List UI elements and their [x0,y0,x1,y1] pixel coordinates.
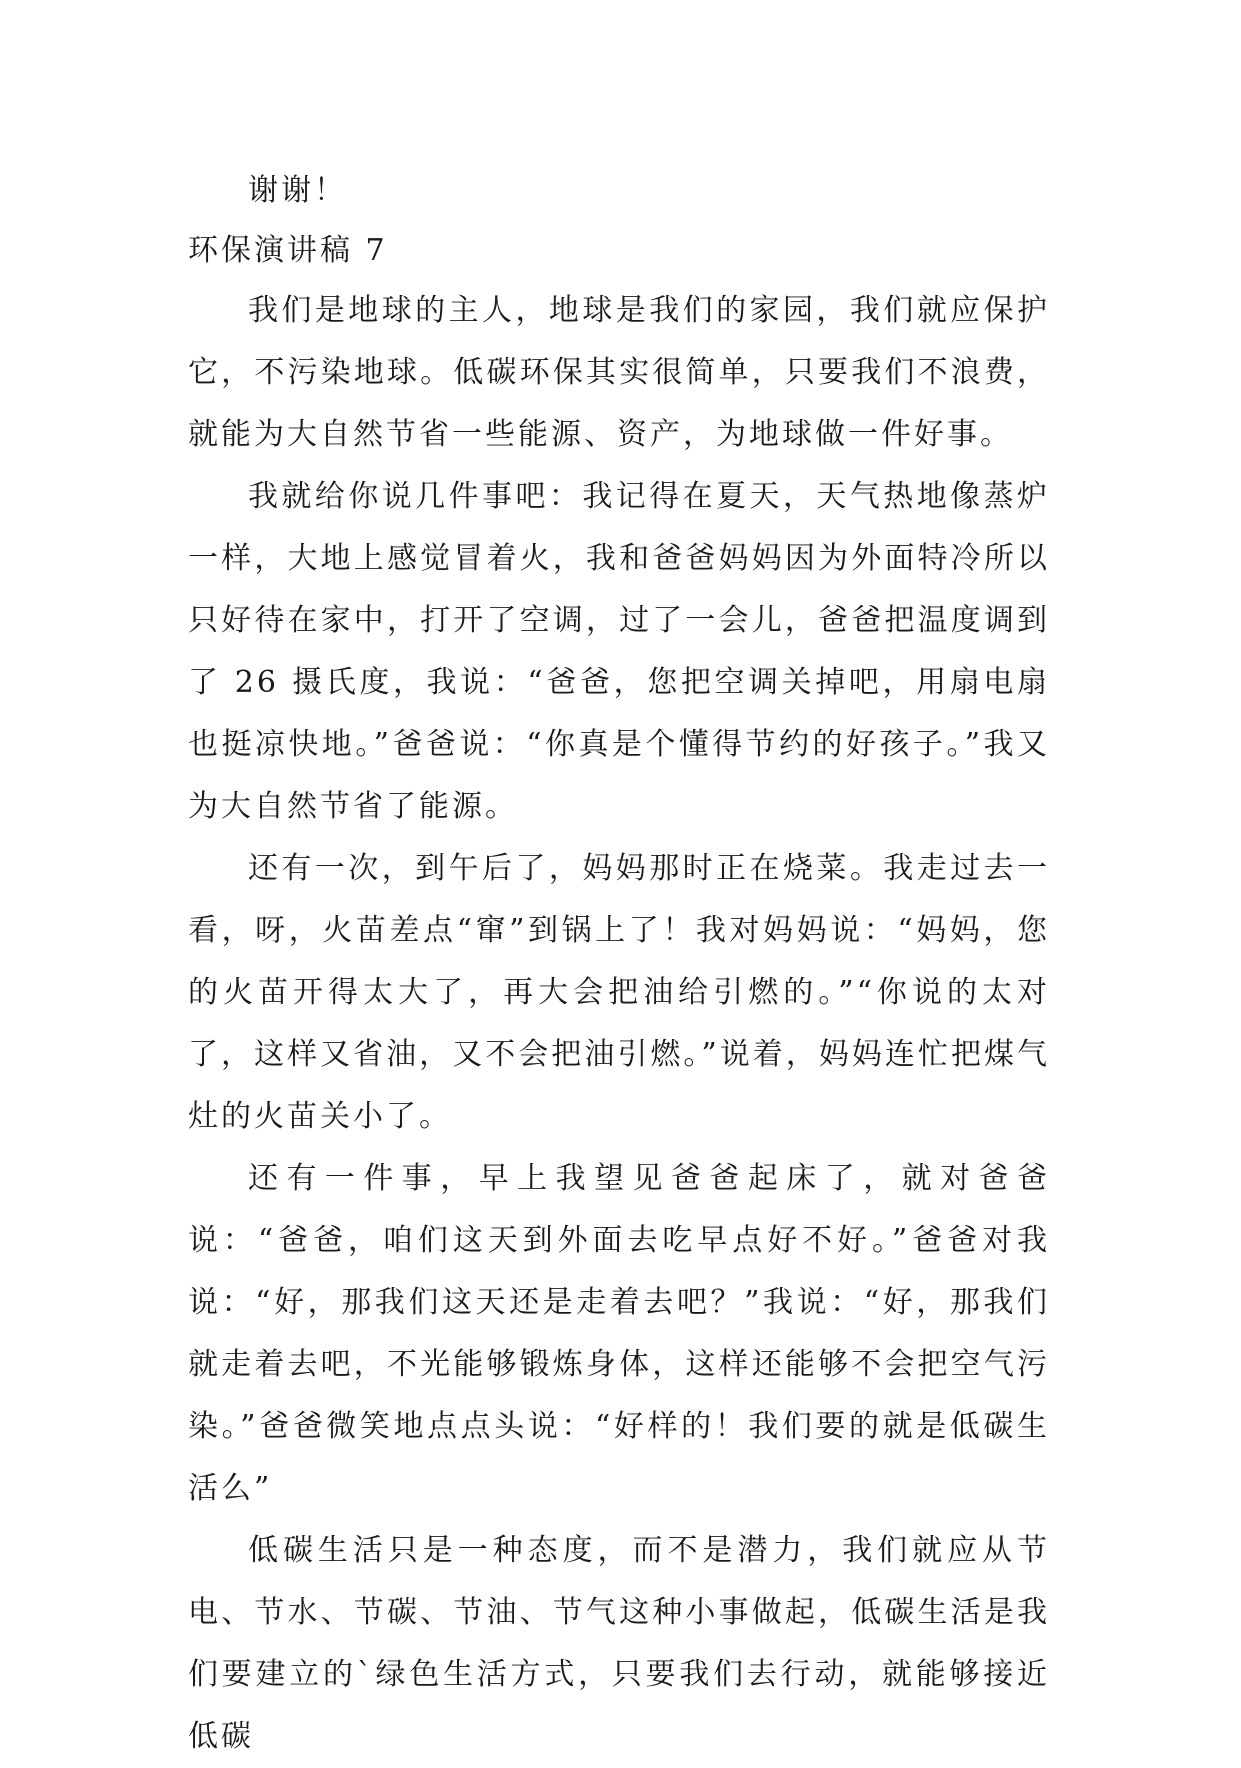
document-body [188,160,1050,1768]
paragraph-5: 低碳生活只是一种态度，而不是潜力，我们就应从节电、节水、节碳、节油、节气这种小事做起，低碳生活是我们要建立的`绿色生活方式，只要我们去行动，就能够接近低碳 [188,1533,1050,1754]
paragraph-1: 我们是地球的主人，地球是我们的家园，我们就应保护它，不污染地球。低碳环保其实很简单，只要我们不浪费，就能为大自然节省一些能源、资产，为地球做一件好事。 [188,293,1050,452]
paragraph-2: 我就给你说几件事吧：我记得在夏天，天气热地像蒸炉一样，大地上感觉冒着火，我和爸爸妈妈因为外面特冷所以只好待在家中，打开了空调，过了一会儿，爸爸把温度调到了 26 摄氏度，我说：“爸爸，您把空调关掉吧，用扇电扇也挺凉快地。”爸爸说：“你真是个懂得节约的好孩子。”我又为大自然节省了能源。 [188,479,1050,824]
section-title: 环保演讲稿 7 [188,233,388,268]
closing-line: 谢谢！ [248,173,347,208]
paragraph-3: 还有一次，到午后了，妈妈那时正在烧菜。我走过去一看，呀，火苗差点“窜”到锅上了！我对妈妈说：“妈妈，您的火苗开得太大了，再大会把油给引燃的。”“你说的太对了，这样又省油，又不会把油引燃。”说着，妈妈连忙把煤气灶的火苗关小了。 [188,851,1050,1134]
paragraph-4: 还有一件事，早上我望见爸爸起床了，就对爸爸说：“爸爸，咱们这天到外面去吃早点好不好。”爸爸对我说：“好，那我们这天还是走着去吧？”我说：“好，那我们就走着去吧，不光能够锻炼身体，这样还能够不会把空气污染。”爸爸微笑地点点头说：“好样的！我们要的就是低碳生活么” [188,1161,1050,1506]
